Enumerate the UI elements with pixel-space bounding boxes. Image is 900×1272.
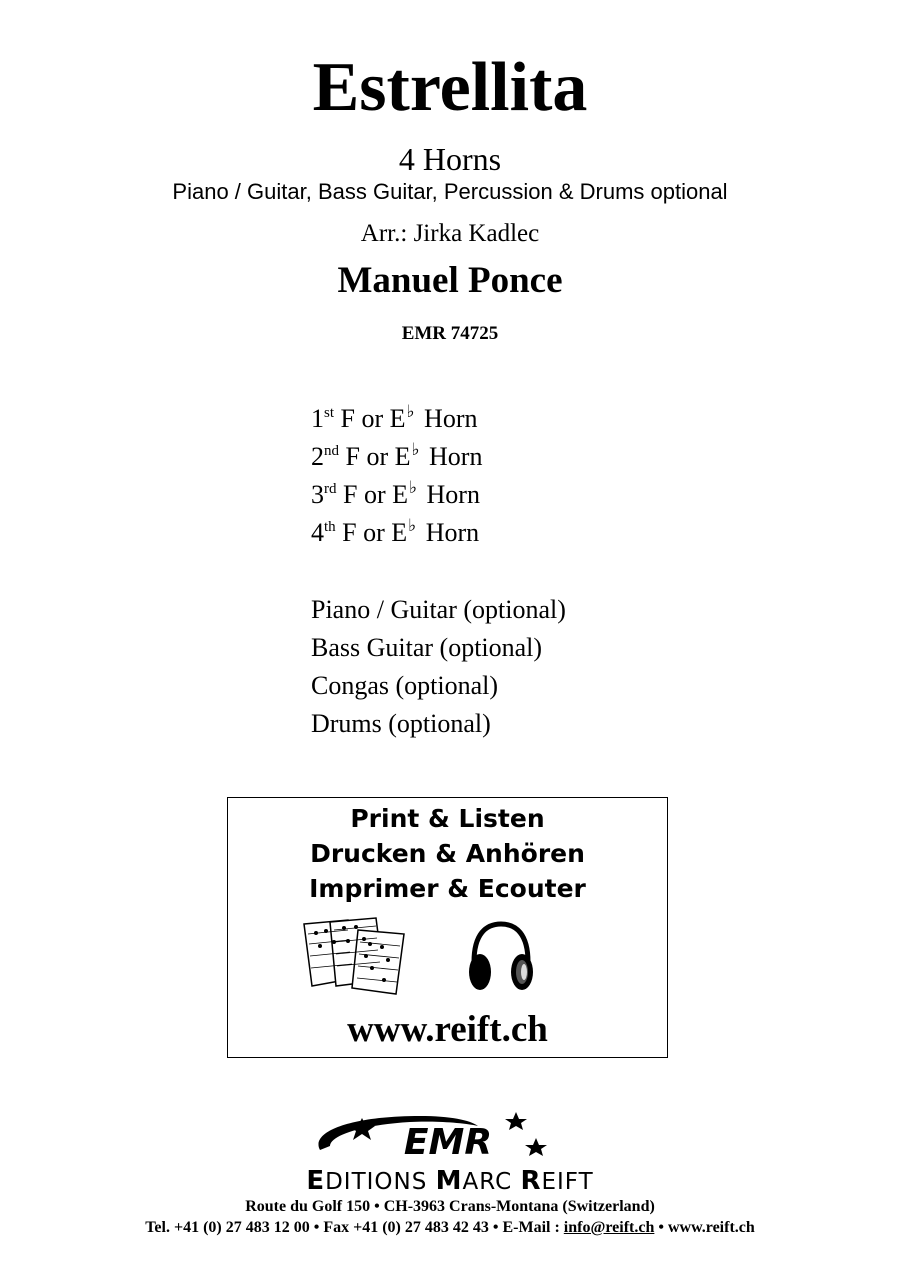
ensemble-subtitle: 4 Horns xyxy=(398,141,502,177)
arranger-line: Arr.: Jirka Kadlec xyxy=(360,220,540,247)
emr-logo xyxy=(300,1110,600,1170)
part-item: 4th F or E♭ Horn xyxy=(311,516,480,547)
publisher-address: Route du Golf 150 • CH-3963 Crans-Montana (Switzerland) xyxy=(245,1198,655,1215)
optional-part-item: Congas (optional) xyxy=(311,671,499,700)
headphones-icon xyxy=(466,920,536,996)
horn-parts-list xyxy=(311,400,482,552)
optional-parts-list xyxy=(311,591,566,743)
optional-part-item: Drums (optional) xyxy=(311,709,491,738)
instrumentation-text: Piano / Guitar, Bass Guitar, Percussion & Drums optional xyxy=(172,179,728,204)
flat-symbol: ♭ xyxy=(408,516,417,535)
promo-website[interactable]: www.reift.ch xyxy=(347,1009,548,1050)
publisher-name: EDITIONS MARC REIFT xyxy=(306,1166,594,1196)
flat-symbol: ♭ xyxy=(411,440,420,459)
instrumentation-line xyxy=(0,178,900,207)
publisher-contact: Tel. +41 (0) 27 483 12 00 • Fax +41 (0) 27 483 42 43 • E-Mail : info@reift.ch • www.reift.ch xyxy=(145,1219,755,1236)
promo-line-3: Imprimer & Ecouter xyxy=(309,874,586,903)
emr-logo-text: EMR xyxy=(403,1122,493,1163)
print-listen-box xyxy=(227,797,668,1058)
part-item: 2nd F or E♭ Horn xyxy=(311,440,483,471)
score-title: Estrellita xyxy=(312,49,588,126)
optional-part-item: Bass Guitar (optional) xyxy=(311,633,543,662)
optional-part-item: Piano / Guitar (optional) xyxy=(311,595,566,624)
catalog-number: EMR 74725 xyxy=(401,323,499,344)
sheet-music-icon xyxy=(300,916,412,996)
flat-symbol: ♭ xyxy=(406,402,415,421)
part-item: 1st F or E♭ Horn xyxy=(311,402,478,433)
email-link[interactable]: info@reift.ch xyxy=(563,1219,655,1236)
part-item: 3rd F or E♭ Horn xyxy=(311,478,480,509)
promo-line-1: Print & Listen xyxy=(350,804,545,833)
composer-name: Manuel Ponce xyxy=(337,260,563,301)
flat-symbol: ♭ xyxy=(409,478,418,497)
promo-line-2: Drucken & Anhören xyxy=(310,839,585,868)
